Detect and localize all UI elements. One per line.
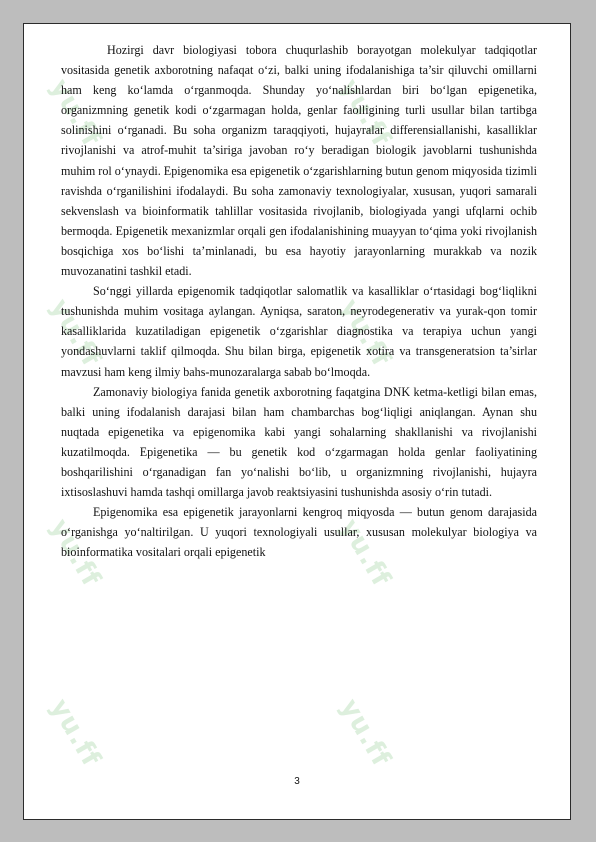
paragraph: Hozirgi davr biologiyasi tobora chuqurlashib borayotgan molekulyar tadqiqotlar vositasida genetik axborotning nafaqat o‘zi, balki uning ifodalanishiga ta’sir qiluvchi omillarni ham keng ko‘lamda o‘rganmoqda. Shunday yo‘nalishlardan biri bo‘lgan epigenetika, organizmning genetik kodi o‘zgarmagan holda, genlar faolligining turli usullar bilan tartibga solinishini o‘rganadi. Bu soha organizm taraqqiyoti, hujayralar differensiallanishi, kasalliklar rivojlanishi va atrof-muhit ta’siriga javoban ro‘y beradigan biologik javoblarni tushunishda muhim rol o‘ynaydi. Epigenomika esa epigenetik o‘zgarishlarning butun genom miqyosida tizimli ravishda o‘rganilishini ifodalaydi. Bu soha zamonaviy texnologiyalar, xususan, yuqori samarali sekvenslash va bioinformatik tahlillar vositasida rivojlanib, biologiyada yangi ufqlarni ochib bermoqda. Epigenetik mexanizmlar orqali gen ifodalanishining muayyan to‘qima yoki rivojlanish bosqichiga xos bo‘lishi ta’minlanadi, bu esa hayotiy jarayonlarning murakkab va nozik muvozanatini tashkil etadi.: [61, 43, 537, 279]
watermark-logo-icon: yu.ff: [44, 694, 107, 773]
watermark-logo-icon: yu.ff: [44, 294, 107, 373]
paragraph: Epigenomika esa epigenetik jarayonlarni kengroq miqyosda — butun genom darajasida o‘rganishga yo‘naltirilgan. U yuqori texnologiyali usullar, xususan molekulyar biologiya va bioinformatika vositalari orqali epigenetik: [61, 505, 537, 560]
watermark-logo-icon: yu.ff: [334, 74, 397, 153]
watermark-logo-icon: yu.ff: [334, 694, 397, 773]
watermark-logo-icon: yu.ff: [44, 514, 107, 593]
watermark-logo-icon: yu.ff: [44, 74, 107, 153]
document-page: [23, 23, 571, 820]
page-number: 3: [294, 776, 300, 787]
paragraph: Zamonaviy biologiya fanida genetik axborotning faqatgina DNK ketma-ketligi bilan emas, balki uning ifodalanish darajasi bilan ham chambarchas bog‘liqligi aniqlangan. Aynan shu nuqtada epigenetika va epigenomika kabi yangi sohalarning shakllanishi va rivojlanishi kuzatilmoqda. Epigenetika — bu genetik kod o‘zgarmagan holda genlar faoliyatining boshqarilishini o‘rganadigan fan yo‘nalishi bo‘lib, u organizmning rivojlanishi, hujayra ixtisoslashuvi hamda tashqi omillarga javob reaktsiyasini tushunishda asosiy o‘rin tutadi.: [61, 384, 537, 500]
paragraph: So‘nggi yillarda epigenomik tadqiqotlar salomatlik va kasalliklar o‘rtasidagi bog‘liqlikni tushunishda muhim vositaga aylangan. Ayniqsa, saraton, neyrodegenerativ va yurak-qon tomir kasalliklarida kuzatiladigan epigenetik o‘zgarishlar diagnostika va terapiya uchun yangi yondashuvlarni taklif qilmoqda. Shu bilan birga, epigenetik xotira va transgeneratsion ta’sirlar mavzusi ham keng ilmiy bahs-munozaralarga sabab bo‘lmoqda.: [61, 284, 537, 379]
watermark-logo-icon: yu.ff: [334, 514, 397, 593]
watermark-logo-icon: yu.ff: [334, 294, 397, 373]
